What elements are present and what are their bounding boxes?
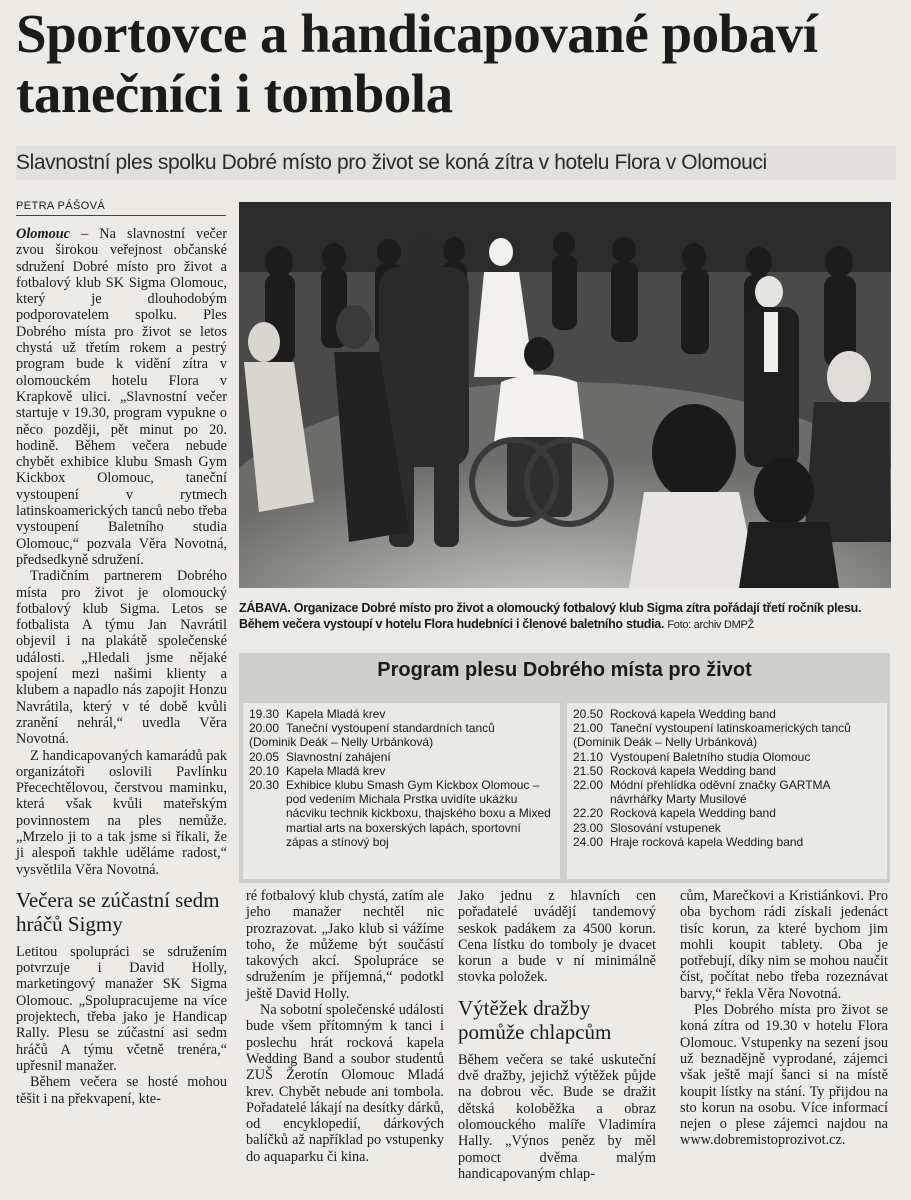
paragraph: cům, Marečkovi a Kristiánkovi. Pro oba bychom rádi získali jedenáct tisíc korun, za které bychom jim mohli koupit tablety. Oba je potřebují, díky nim se mohou naučit číst, počítat nebo třeba rozeznávat barvy,“ řekla Věra Novotná. — [680, 888, 888, 1002]
program-item: 20.00 Taneční vystoupení standardních tanců — [249, 721, 495, 736]
program-item: (Dominik Deák – Nelly Urbánková) — [249, 735, 434, 750]
program-item: 21.00 Taneční vystoupení latinskoamerických tanců — [573, 721, 851, 736]
headline: Sportovce a handicapované pobaví tanečníci i tombola — [16, 3, 818, 124]
program-item: 20.30 Exhibice klubu Smash Gym Kickbox Olomouc – pod vedením Michala Prstka uvidíte ukázku nácviku technik kickboxu, thajského boxu a Mixed martial arts na boxerských lapách, sportovní zápas a stínový boj — [249, 778, 551, 849]
program-item: 21.50 Rocková kapela Wedding band — [573, 763, 776, 778]
program-item: 22.20 Rocková kapela Wedding band — [573, 806, 776, 821]
article-column-4 — [680, 888, 888, 1149]
photo-caption — [239, 600, 895, 633]
paragraph: Během večera se hosté mohou těšit i na překvapení, kte- — [16, 1074, 227, 1107]
photo-credit: Foto: archiv DMPŽ — [667, 619, 754, 631]
program-list-right — [567, 703, 887, 879]
article-column-2 — [246, 888, 444, 1165]
paragraph: Jako jednu z hlavních cen pořadatelé uvádějí tandemový seskok padákem za 4500 korun. Cena lístku do tomboly je dvacet korun a bude v ní minimálně stovka položek. — [458, 888, 656, 986]
program-item: 21.10 Vystoupení Baletního studia Olomouc — [573, 749, 811, 764]
subheadline: Slavnostní ples spolku Dobré místo pro život se koná zítra v hotelu Flora v Olomouci — [16, 146, 896, 180]
program-item: 19.30 Kapela Mladá krev — [249, 707, 386, 721]
paragraph: Letitou spolupráci se sdružením potvrzuje i David Holly, marketingový manažer SK Sigma Olomouc. „Spolupracujeme na více projektech, třeba jako je Handicap Rally. Plesu se zúčastní asi sedm hráčů A týmu včetně trenéra,“ upřesnil manažer. — [16, 943, 227, 1074]
program-item: 20.50 Rocková kapela Wedding band — [573, 707, 776, 721]
event-photo — [239, 202, 891, 588]
paragraph: Olomouc – Na slavnostní večer zvou širokou veřejnost občanské sdružení Dobré místo pro život a fotbalový klub SK Sigma Olomouc, který je dlouhodobým podporovatelem spolku. Ples Dobrého místa pro život se letos chystá už třetím rokem a pestrý program bude k vidění zítra v olomouckém hotelu Flora v Krapkově ulici. „Slavnostní večer startuje v 19.30, program vypukne o něco později, pět minut po 20. hodině. Během večera nebude chybět exhibice klubu Smash Gym Kickbox Olomouc, taneční vystoupení v rytmech latinskoamerických tanců nebo třeba vystoupení Baletního studia Olomouc,“ pozvala Věra Novotná, předsedkyně sdružení. — [16, 226, 227, 568]
program-item: 20.05 Slavnostní zahájení — [249, 749, 391, 764]
program-list-left — [243, 703, 560, 879]
program-item: 23.00 Slosování vstupenek — [573, 820, 721, 835]
paragraph: ré fotbalový klub chystá, zatím ale jeho manažer nechtěl nic prozrazovat. „Jako klub si vážíme toho, že můžeme být součástí takových akcí. Spolupráce se sdružením je příjemná,“ podotkl ještě David Holly. — [246, 888, 444, 1002]
program-title: Program plesu Dobrého místa pro život — [377, 659, 752, 681]
article-column-1 — [16, 226, 227, 1107]
section-heading: Večera se zúčastní sedm hráčů Sigmy — [16, 887, 220, 936]
paragraph: Z handicapovaných kamarádů pak organizátoři oslovili Pavlínku Přecechtělovou, čerstvou maminku, která však kvůli mateřským povinnostem na ples nemůže. „Mrzelo ji to a tak jsme si říkali, že ji alespoň takhle uděláme radost,“ vysvětlila Věra Novotná. — [16, 747, 227, 878]
caption-text: ZÁBAVA. Organizace Dobré místo pro život a olomoucký fotbalový klub Sigma zítra pořádají třetí ročník plesu. Během večera vystoupí v hotelu Flora hudebníci i členové baletního studia. — [239, 601, 862, 631]
byline: PETRA PÁŠOVÁ — [16, 199, 226, 216]
dancing-crowd-image — [239, 202, 891, 588]
program-item: 22.00 Módní přehlídka oděvní značky GARTMA návrhářky Marty Musilové — [573, 778, 830, 807]
paragraph: Na sobotní společenské události bude všem přítomným k tanci i poslechu hrát rocková kapela Wedding Band a soubor studentů ZUŠ Žerotín Olomouc Mladá krev. Chybět nebude ani tombola. Pořadatelé lákají na desítky dárků, od encyklopedií, dárkových balíčků až například po vstupenky do aquaparku či kina. — [246, 1002, 444, 1165]
paragraph: Během večera se také uskuteční dvě dražby, jejichž výtěžek půjde na dobrou věc. Bude se dražit dětská koloběžka a obraz olomouckého malíře Vladimíra Hally. „Výnos peněz by měl pomoct dvěma malým handicapovaným chlap- — [458, 1051, 656, 1182]
program-item: 24.00 Hraje rocková kapela Wedding band — [573, 834, 804, 849]
paragraph: Ples Dobrého místa pro život se koná zítra od 19.30 v hotelu Flora Olomouc. Vstupenky na sezení jsou už beznadějně vyprodané, zájemci však ještě mají šanci si na místě koupit lístky na stání. Ty přijdou na sto korun na osobu. Více informací nejen o plese zájemci najdou na www.dobremistoprozivot.cz. — [680, 1002, 888, 1149]
section-heading: Výtěžek dražby pomůže chlapcům — [458, 995, 612, 1044]
dateline: Olomouc — [16, 226, 71, 242]
paragraph: Tradičním partnerem Dobrého místa pro život je olomoucký fotbalový klub Sigma. Letos se fotbalista A týmu Jan Navrátil objevil i na plakátě společenské události. „Hledali jsme nějaké spojení mezi našimi klienty a klubem a napadlo nás zapojit Honzu Navrátila, který v té době kvůli zranění nehrál,“ uvedla Věra Novotná. — [16, 568, 227, 748]
program-item: 20.10 Kapela Mladá krev — [249, 763, 386, 778]
article-column-3 — [458, 888, 656, 1182]
program-item: (Dominik Deák – Nelly Urbánková) — [573, 735, 758, 750]
